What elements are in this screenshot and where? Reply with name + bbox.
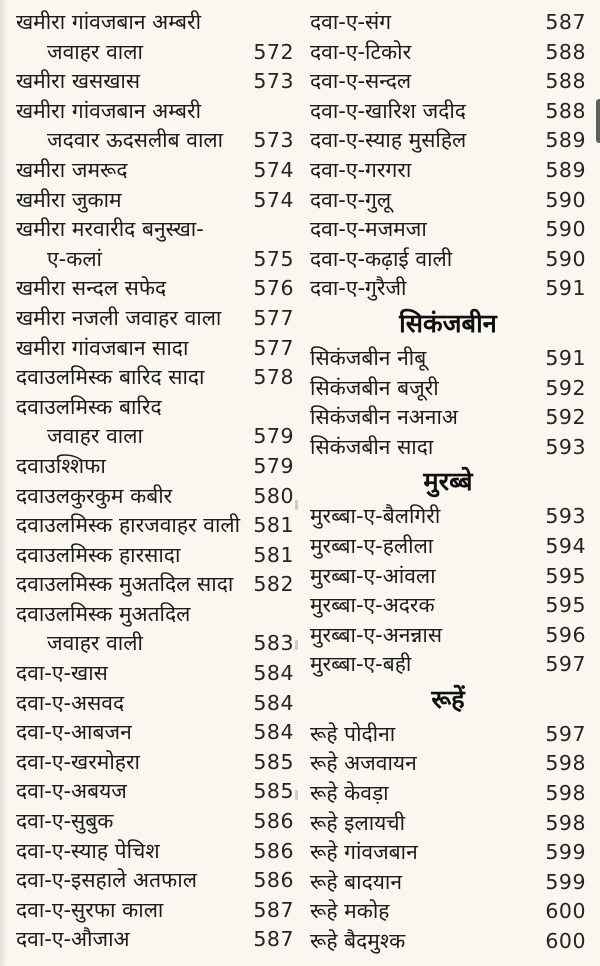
entry-page-number: 584 <box>253 661 294 686</box>
toc-row <box>310 809 586 839</box>
entry-page-number: 594 <box>545 533 586 558</box>
entry-title: दवा-ए-गुरैजी <box>310 276 407 301</box>
toc-row <box>16 689 294 719</box>
entry-page-number: 592 <box>545 405 586 430</box>
entry-title: दवा-ए-स्याह मुसहिल <box>310 128 467 153</box>
entry-title: ए-कलां <box>47 246 102 271</box>
binding-speck <box>295 500 298 510</box>
entry-title: मुरब्बा-ए-आंवला <box>310 563 436 588</box>
entry-title: सिकंजबीन बजूरी <box>310 375 439 400</box>
entry-page-number: 597 <box>545 652 586 677</box>
index-column-left <box>16 8 294 957</box>
entry-title: दवा-ए-असवद <box>16 690 125 715</box>
entry-title: खमीरा सन्दल सफेद <box>16 276 167 301</box>
section-heading-text: मुरब्बे <box>423 467 473 498</box>
entry-title: जदवार ऊदसलीब वाला <box>47 128 224 153</box>
toc-row <box>310 186 586 216</box>
entry-title: सिकंजबीन नीबू <box>310 345 427 370</box>
section-heading-text: सिकंजबीन <box>399 308 497 339</box>
binding-speck <box>295 640 298 650</box>
toc-row <box>16 126 294 156</box>
entry-page-number: 599 <box>545 840 586 865</box>
entry-title: सिकंजबीन नअनाअ <box>310 405 458 430</box>
entry-page-number: 579 <box>253 453 294 478</box>
entry-title: दवा-ए-गरगरा <box>310 157 412 182</box>
entry-title: दवा-ए-मजमजा <box>310 217 427 242</box>
toc-row <box>16 97 294 127</box>
toc-row <box>310 650 586 680</box>
entry-title: खमीरा गांवजबान अम्बरी <box>16 10 202 34</box>
toc-row <box>310 720 586 750</box>
entry-title: खमीरा खसखास <box>16 69 141 94</box>
toc-row <box>310 126 586 156</box>
entry-page-number: 598 <box>545 781 586 806</box>
toc-row <box>16 422 294 452</box>
entry-page-number: 590 <box>545 217 586 242</box>
entry-page-number: 581 <box>253 513 294 538</box>
entry-title: रूहे पोदीना <box>310 721 396 746</box>
entry-page-number: 598 <box>545 810 586 835</box>
toc-row <box>310 97 586 127</box>
entry-title: सिकंजबीन सादा <box>310 434 434 459</box>
entry-title: दवाउलमिस्क मुअतदिल <box>16 601 191 626</box>
toc-row <box>310 403 586 433</box>
entry-title: दवा-ए-खारिश जदीद <box>310 98 466 123</box>
entry-title: दवा-ए-खरमोहरा <box>16 749 140 774</box>
entry-title: दवा-ए-टिकोर <box>310 39 412 64</box>
entry-title: दवाउलमिस्क हारसादा <box>16 542 181 567</box>
entry-page-number: 586 <box>253 809 294 834</box>
entry-page-number: 576 <box>253 276 294 301</box>
entry-title: दवाउश्शिफा <box>16 453 106 478</box>
toc-row <box>16 511 294 541</box>
entry-page-number: 598 <box>545 751 586 776</box>
toc-row <box>310 927 586 957</box>
toc-row <box>16 541 294 571</box>
entry-title: रूहे केवड़ा <box>310 781 389 806</box>
toc-row <box>310 38 586 68</box>
entry-title: रूहे इलायची <box>310 810 406 835</box>
toc-row <box>16 629 294 659</box>
entry-page-number: 597 <box>545 721 586 746</box>
toc-row <box>16 67 294 97</box>
entry-title: रूहे बादयान <box>310 869 402 894</box>
entry-page-number: 573 <box>253 128 294 153</box>
toc-row <box>310 374 586 404</box>
entry-page-number: 582 <box>253 572 294 597</box>
section-heading-text: रूहें <box>431 684 465 715</box>
entry-page-number: 586 <box>253 838 294 863</box>
entry-title: दवाउलमिस्क मुअतदिल सादा <box>16 572 234 597</box>
left-edge-scan-shadow <box>0 0 7 966</box>
entry-title: खमीरा मरवारीद बनुस्खा- <box>16 217 204 242</box>
entry-title: दवा-ए-आबजन <box>16 720 132 745</box>
entry-page-number: 586 <box>253 868 294 893</box>
entry-title: जवाहर वाला <box>47 424 143 449</box>
entry-title: मुरब्बा-ए-बैलगिरी <box>310 504 441 529</box>
entry-page-number: 589 <box>545 128 586 153</box>
entry-title: दवा-ए-कढ़ाई वाली <box>310 246 453 271</box>
section-heading-sikanjabin <box>310 304 586 344</box>
entry-title: रूहे गांवजबान <box>310 840 418 865</box>
entry-page-number: 574 <box>253 187 294 212</box>
entry-page-number: 577 <box>253 305 294 330</box>
toc-row <box>310 838 586 868</box>
entry-page-number: 584 <box>253 690 294 715</box>
entry-page-number: 575 <box>253 246 294 271</box>
entry-page-number: 572 <box>253 39 294 64</box>
entry-title: खमीरा गांवजबान सादा <box>16 335 189 360</box>
entry-title: दवा-ए-संग <box>310 10 392 34</box>
entry-title: दवा-ए-स्याह पेचिश <box>16 838 160 863</box>
entry-page-number: 591 <box>545 276 586 301</box>
toc-row <box>16 659 294 689</box>
entry-title: दवाउलमिस्क बारिद सादा <box>16 365 205 390</box>
entry-page-number: 593 <box>545 434 586 459</box>
entry-page-number: 580 <box>253 483 294 508</box>
toc-row <box>310 8 586 38</box>
entry-page-number: 585 <box>253 749 294 774</box>
entry-title: दवा-ए-औजाअ <box>16 927 130 952</box>
toc-row <box>16 600 294 630</box>
entry-title: दवाउलमिस्क बारिद <box>16 394 162 419</box>
toc-row <box>16 186 294 216</box>
entry-page-number: 583 <box>253 631 294 656</box>
section-heading-ruhen <box>310 680 586 720</box>
entry-page-number: 585 <box>253 779 294 804</box>
binding-speck <box>295 790 298 800</box>
toc-row <box>16 245 294 275</box>
entry-page-number: 595 <box>545 563 586 588</box>
entry-page-number: 588 <box>545 69 586 94</box>
entry-page-number: 596 <box>545 622 586 647</box>
toc-row <box>310 245 586 275</box>
toc-row <box>310 274 586 304</box>
entry-title: खमीरा जुकाम <box>16 187 122 212</box>
entry-page-number: 591 <box>545 345 586 370</box>
toc-row <box>16 38 294 68</box>
entry-title: दवाउलकुरकुम कबीर <box>16 483 173 508</box>
toc-row <box>16 304 294 334</box>
toc-row <box>16 482 294 512</box>
entry-page-number: 574 <box>253 157 294 182</box>
toc-row <box>16 363 294 393</box>
toc-row <box>16 718 294 748</box>
entry-title: दवाउलमिस्क हारजवाहर वाली <box>16 513 241 538</box>
entry-page-number: 592 <box>545 375 586 400</box>
entry-page-number: 581 <box>253 542 294 567</box>
toc-row <box>16 452 294 482</box>
toc-row <box>310 67 586 97</box>
toc-row <box>16 274 294 304</box>
toc-row <box>310 868 586 898</box>
toc-row <box>310 215 586 245</box>
toc-row <box>310 433 586 463</box>
index-column-right <box>310 8 586 957</box>
entry-title: मुरब्बा-ए-हलीला <box>310 533 434 558</box>
entry-title: मुरब्बा-ए-अनन्नास <box>310 622 443 647</box>
entry-page-number: 593 <box>545 504 586 529</box>
entry-title: दवा-ए-सुबुक <box>16 809 114 834</box>
entry-page-number: 587 <box>253 927 294 952</box>
toc-row <box>16 807 294 837</box>
entry-page-number: 600 <box>545 929 586 954</box>
toc-row <box>310 156 586 186</box>
entry-title: मुरब्बा-ए-बही <box>310 652 412 677</box>
toc-row <box>16 334 294 364</box>
toc-row <box>310 779 586 809</box>
entry-page-number: 590 <box>545 246 586 271</box>
toc-row <box>310 591 586 621</box>
toc-row <box>16 156 294 186</box>
toc-row <box>16 896 294 926</box>
entry-title: खमीरा जमरूद <box>16 157 128 182</box>
entry-page-number: 587 <box>545 10 586 34</box>
toc-row <box>16 777 294 807</box>
entry-page-number: 590 <box>545 187 586 212</box>
toc-row <box>310 344 586 374</box>
entry-title: दवा-ए-इसहाले अतफाल <box>16 868 197 893</box>
entry-page-number: 577 <box>253 335 294 360</box>
entry-page-number: 595 <box>545 593 586 618</box>
toc-row <box>16 570 294 600</box>
toc-row <box>310 897 586 927</box>
toc-row <box>16 837 294 867</box>
entry-title: खमीरा नजली जवाहर वाला <box>16 305 222 330</box>
toc-row <box>310 532 586 562</box>
toc-row <box>16 215 294 245</box>
right-edge-scan-mark <box>596 99 600 143</box>
entry-page-number: 600 <box>545 899 586 924</box>
toc-row <box>310 562 586 592</box>
entry-title: जवाहर वाला <box>47 39 143 64</box>
entry-title: रूहे अजवायन <box>310 751 417 776</box>
entry-page-number: 579 <box>253 424 294 449</box>
entry-title: दवा-ए-अबयज <box>16 779 127 804</box>
entry-title: दवा-ए-गुलू <box>310 187 392 212</box>
toc-row <box>310 621 586 651</box>
entry-page-number: 588 <box>545 39 586 64</box>
toc-row <box>16 8 294 38</box>
entry-title: रूहे बैदमुश्क <box>310 929 406 954</box>
entry-page-number: 587 <box>253 897 294 922</box>
entry-title: जवाहर वाली <box>47 631 143 656</box>
entry-page-number: 584 <box>253 720 294 745</box>
entry-page-number: 588 <box>545 98 586 123</box>
toc-row <box>310 749 586 779</box>
entry-page-number: 578 <box>253 365 294 390</box>
entry-title: दवा-ए-खास <box>16 661 108 686</box>
entry-page-number: 573 <box>253 69 294 94</box>
toc-row <box>16 748 294 778</box>
entry-title: रूहे मकोह <box>310 899 390 924</box>
entry-title: मुरब्बा-ए-अदरक <box>310 593 435 618</box>
toc-row <box>16 866 294 896</box>
toc-row <box>310 502 586 532</box>
toc-row <box>16 925 294 955</box>
entry-page-number: 599 <box>545 869 586 894</box>
entry-title: दवा-ए-सन्दल <box>310 69 412 94</box>
entry-title: खमीरा गांवजबान अम्बरी <box>16 98 202 123</box>
toc-row <box>16 393 294 423</box>
entry-title: दवा-ए-सुरफा काला <box>16 897 164 922</box>
entry-page-number: 589 <box>545 157 586 182</box>
section-heading-murabbe <box>310 462 586 502</box>
